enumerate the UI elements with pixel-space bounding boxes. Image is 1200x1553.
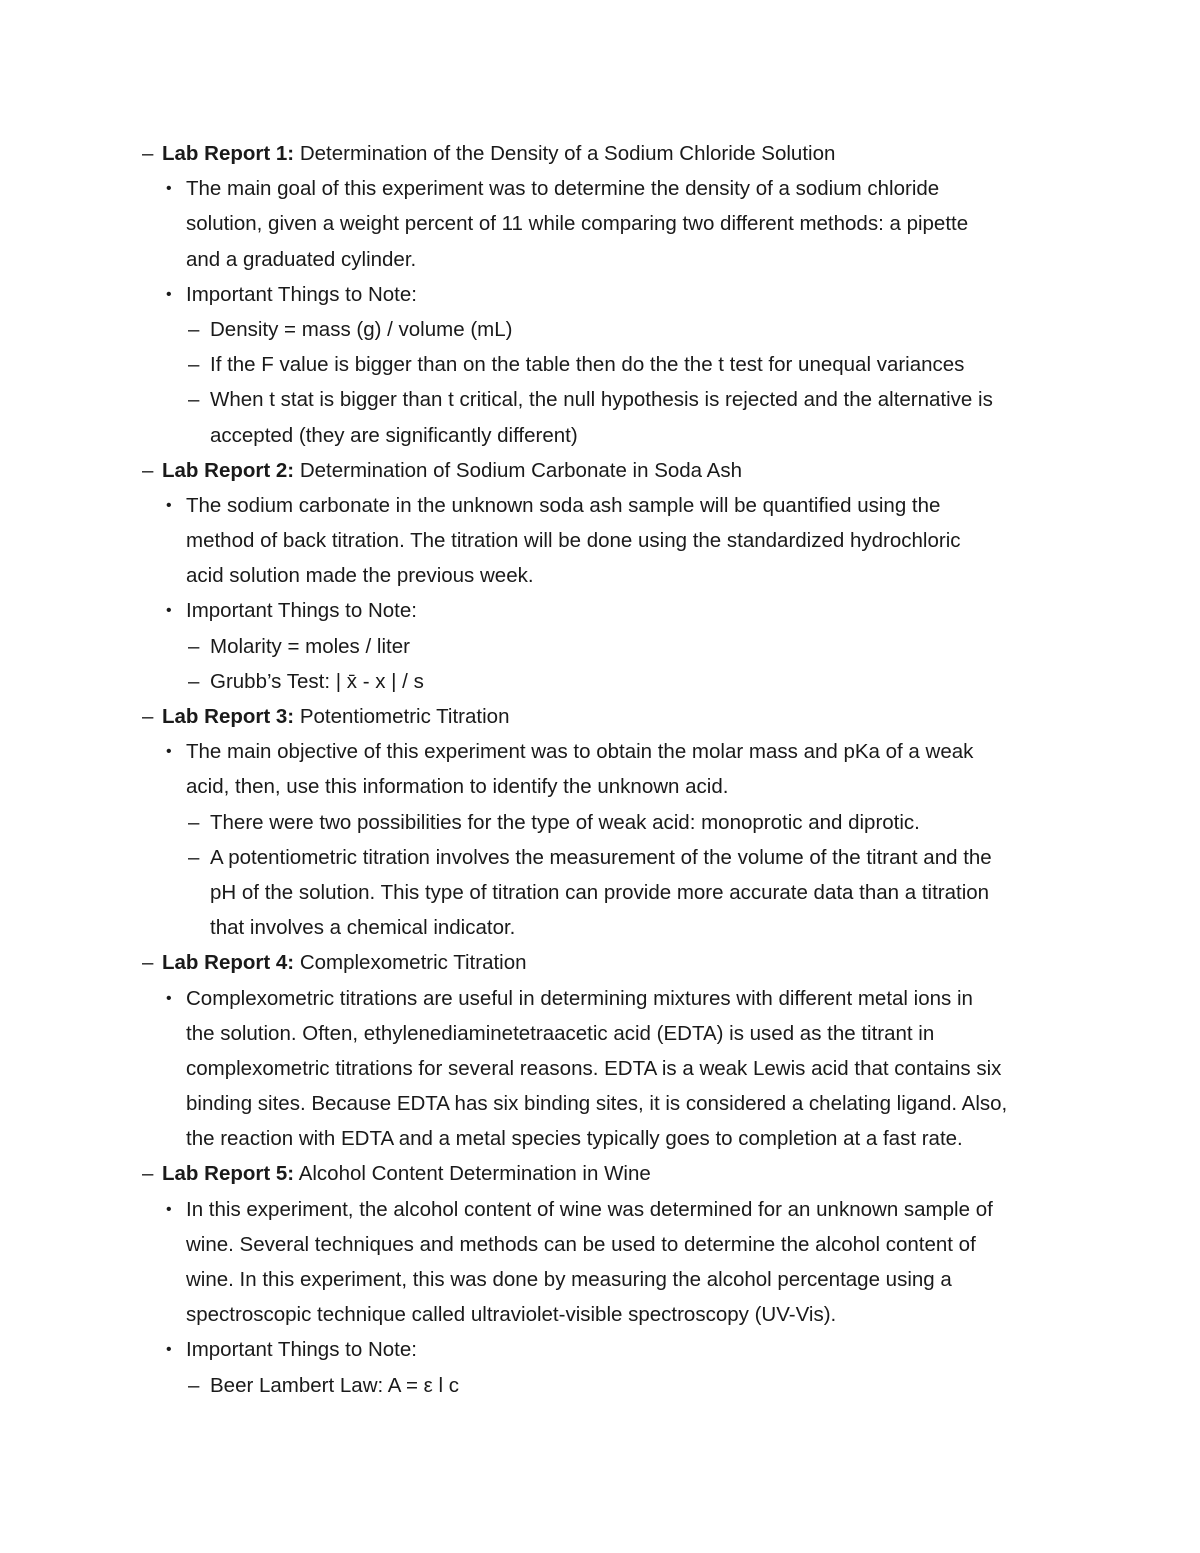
- lab-report-1-heading: [0, 136, 1200, 171]
- report-title: Potentiometric Titration: [294, 705, 510, 728]
- bullet-continuation: wine. In this experiment, this was done by measuring the alcohol percentage using a: [186, 1268, 952, 1291]
- bullet-continuation: method of back titration. The titration will be done using the standardized hydrochloric: [186, 529, 961, 553]
- dash-marker: –: [188, 810, 200, 834]
- note-item: – A potentiometric titration involves the measurement of the volume of the titrant and the: [0, 840, 1200, 875]
- report-label: Lab Report 5:: [162, 1162, 295, 1186]
- notes-heading: • Important Things to Note:: [0, 1332, 1200, 1367]
- report-title: Complexometric Titration: [294, 951, 527, 975]
- note-continuation: accepted (they are significantly different): [210, 423, 578, 447]
- report-label: Lab Report 4:: [162, 951, 295, 975]
- lab-report-3-heading: [0, 699, 1200, 734]
- bullet-item: [0, 171, 1200, 206]
- bullet-item: • The main objective of this experiment was to obtain the molar mass and pKa of a weak: [0, 734, 1200, 769]
- lab-report-2-heading: [0, 453, 1200, 488]
- report-title: Alcohol Content Determination in Wine: [294, 1162, 651, 1186]
- bullet-marker: •: [166, 496, 172, 514]
- bullet-marker: •: [166, 1341, 172, 1359]
- dash-marker: –: [142, 458, 154, 482]
- note-continuation: that involves a chemical indicator.: [210, 916, 516, 940]
- dash-marker: –: [188, 1373, 200, 1397]
- dash-marker: –: [142, 142, 154, 165]
- bullet-continuation: acid, then, use this information to identify the unknown acid.: [186, 775, 729, 799]
- note-continuation: pH of the solution. This type of titration can provide more accurate data than a titration: [210, 880, 990, 904]
- bullet-marker: •: [166, 285, 172, 303]
- dash-marker: –: [142, 951, 154, 975]
- goal-text: The main goal of this experiment was to determine the density of a sodium chloride: [186, 177, 940, 201]
- bullet-continuation: the solution. Often, ethylenediaminetetraacetic acid (EDTA) is used as the titrant in: [186, 1021, 935, 1045]
- dash-marker: –: [142, 705, 154, 728]
- bullet-item: • In this experiment, the alcohol content of wine was determined for an unknown sample of: [0, 1192, 1200, 1227]
- bullet-continuation: solution, given a weight percent of 11 while comparing two different methods: a pipette: [186, 212, 969, 236]
- bullet-marker: •: [166, 989, 172, 1007]
- notes-heading: • Important Things to Note:: [0, 593, 1200, 628]
- note-item: – If the F value is bigger than on the table then do the the t test for unequal variances: [0, 347, 1200, 382]
- bullet-item: • The sodium carbonate in the unknown soda ash sample will be quantified using the: [0, 488, 1200, 523]
- bullet-marker: •: [166, 1200, 172, 1218]
- bullet-continuation: binding sites. Because EDTA has six binding sites, it is considered a chelating ligand. Also,: [186, 1092, 1008, 1116]
- dash-marker: –: [188, 669, 200, 693]
- bullet-item: • Complexometric titrations are useful in determining mixtures with different metal ions in: [0, 981, 1200, 1016]
- bullet-continuation: acid solution made the previous week.: [186, 564, 534, 588]
- note-item: – When t stat is bigger than t critical, the null hypothesis is rejected and the alternative is: [0, 382, 1200, 417]
- report-title: Determination of the Density of a Sodium Chloride Solution: [294, 142, 836, 165]
- dash-marker: –: [188, 317, 200, 341]
- report-title: Determination of Sodium Carbonate in Soda Ash: [294, 458, 742, 482]
- note-item: – There were two possibilities for the type of weak acid: monoprotic and diprotic.: [0, 805, 1200, 840]
- bullet-marker: •: [166, 602, 172, 620]
- bullet-continuation: spectroscopic technique called ultraviolet-visible spectroscopy (UV-Vis).: [186, 1303, 837, 1327]
- dash-marker: –: [188, 845, 200, 869]
- bullet-marker: •: [166, 743, 172, 761]
- report-label: Lab Report 1:: [162, 142, 295, 165]
- dash-marker: –: [188, 388, 200, 412]
- report-label: Lab Report 2:: [162, 458, 295, 482]
- report-label: Lab Report 3:: [162, 705, 295, 728]
- bullet-continuation: and a graduated cylinder.: [186, 247, 417, 271]
- lab-report-4-heading: [0, 945, 1200, 980]
- dash-marker: –: [188, 353, 200, 377]
- notes-heading: • Important Things to Note:: [0, 277, 1200, 312]
- note-item: – Density = mass (g) / volume (mL): [0, 312, 1200, 347]
- note-item: – Grubb’s Test: | x̄ - x | / s: [0, 664, 1200, 699]
- bullet-continuation: wine. Several techniques and methods can be used to determine the alcohol content of: [186, 1232, 976, 1256]
- notes-document: [0, 136, 1200, 1403]
- bullet-continuation: complexometric titrations for several reasons. EDTA is a weak Lewis acid that contains six: [186, 1056, 1002, 1080]
- bullet-continuation: the reaction with EDTA and a metal species typically goes to completion at a fast rate.: [186, 1127, 963, 1151]
- lab-report-5-heading: [0, 1156, 1200, 1191]
- note-item: – Beer Lambert Law: A = ε l c: [0, 1368, 1200, 1403]
- dash-marker: –: [188, 634, 200, 658]
- bullet-marker: •: [166, 180, 172, 198]
- dash-marker: –: [142, 1162, 154, 1186]
- note-item: – Molarity = moles / liter: [0, 629, 1200, 664]
